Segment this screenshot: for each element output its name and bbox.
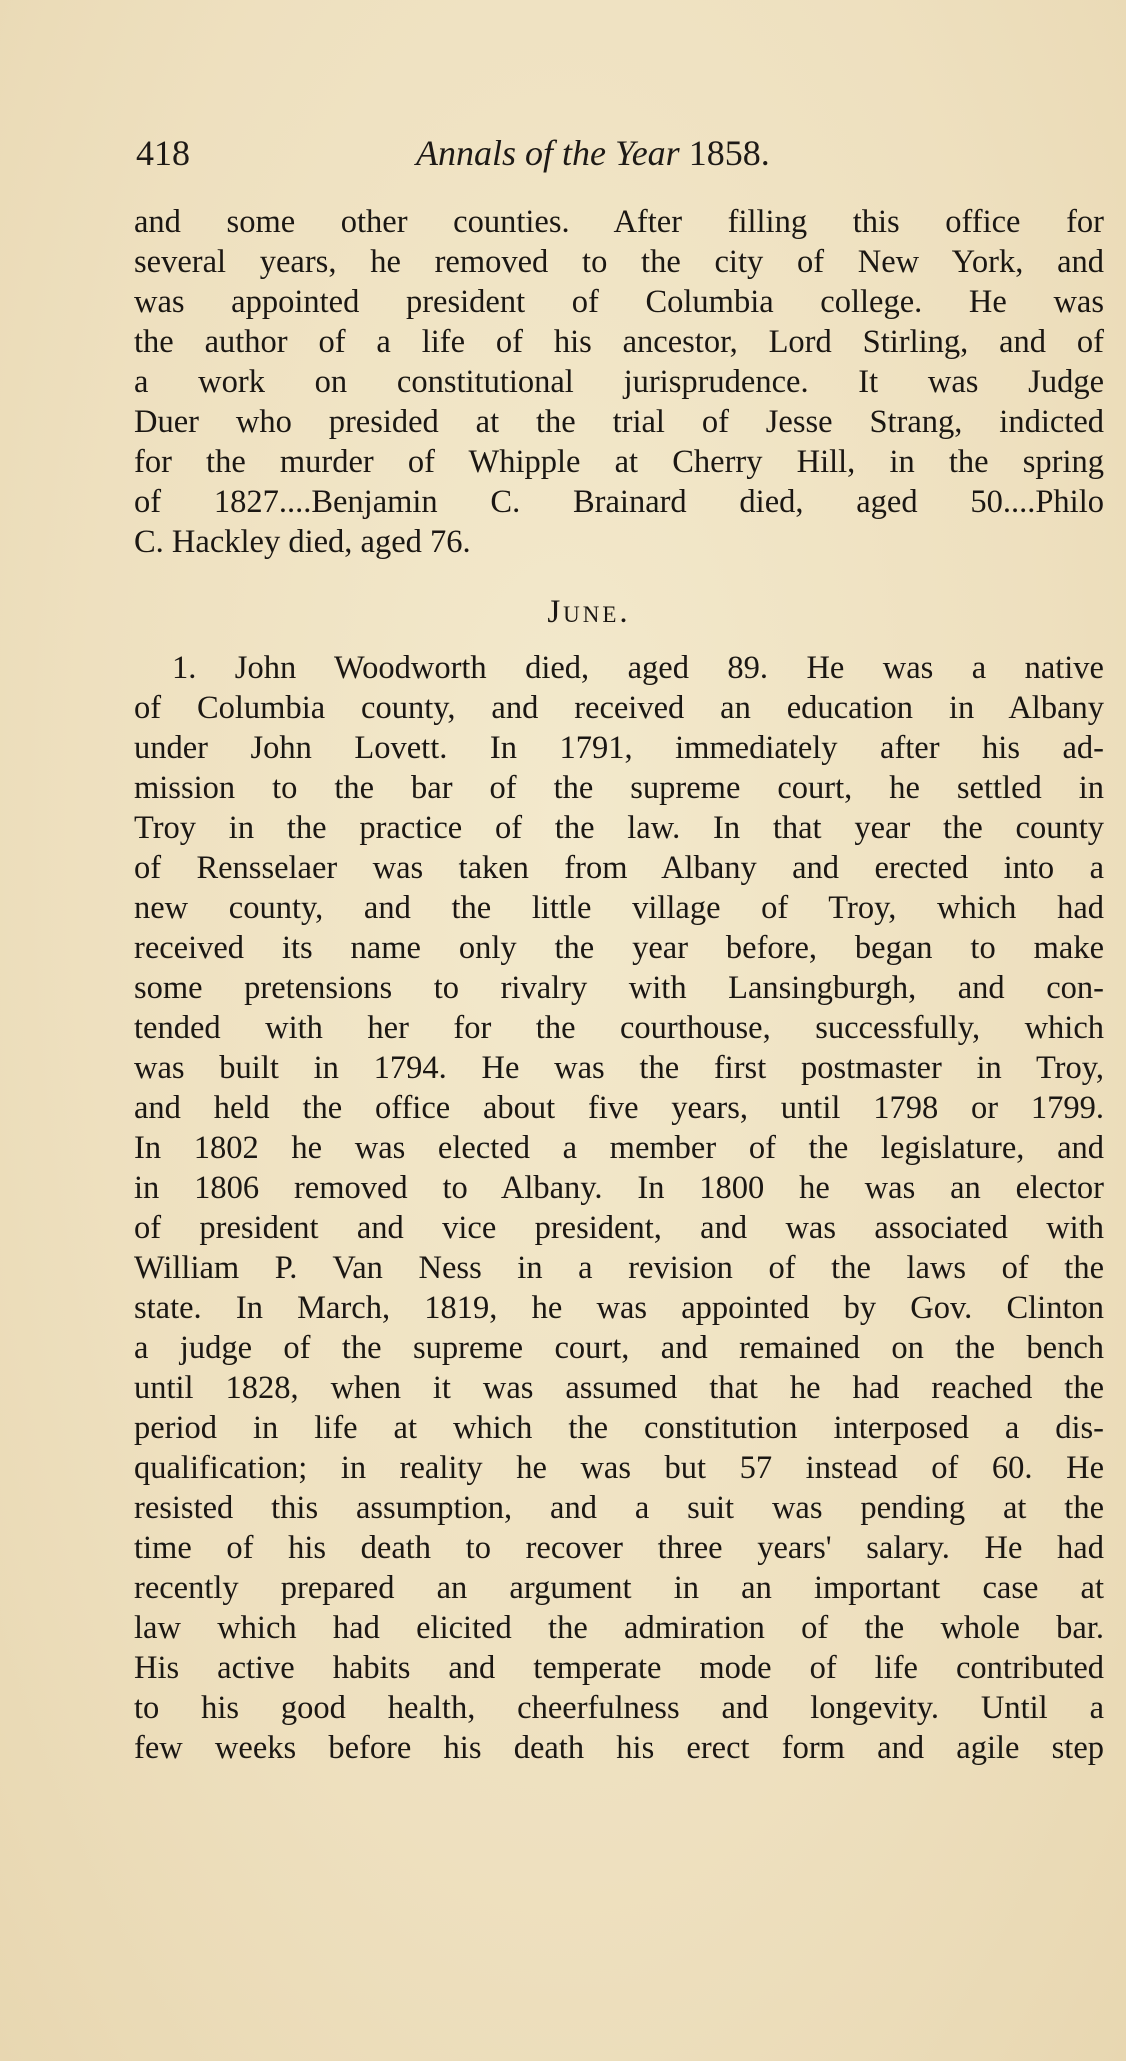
page-header [136,132,1086,182]
text-line: resisted this assumption, and a suit was pending at the [134,1490,1104,1526]
text-line: and some other counties. After filling this office for [134,204,1104,240]
text-line: mission to the bar of the supreme court, he settled in [134,770,1104,806]
running-head-year: 1858. [688,133,770,173]
text-line: tended with her for the courthouse, successfully, which [134,1010,1104,1046]
running-head-title: Annals of the Year [416,133,680,173]
text-line: and held the office about five years, until 1798 or 1799. [134,1090,1104,1126]
text-line: Troy in the practice of the law. In that year the county [134,810,1104,846]
text-line: was appointed president of Columbia college. He was [134,284,1104,320]
text-line: few weeks before his death his erect form and agile step [134,1730,1104,1766]
text-line: In 1802 he was elected a member of the legislature, and [134,1130,1104,1166]
text-line: under John Lovett. In 1791, immediately after his ad- [134,730,1104,766]
text-line: a judge of the supreme court, and remained on the bench [134,1330,1104,1366]
text-line: qualification; in reality he was but 57 instead of 60. He [134,1450,1104,1486]
text-line: His active habits and temperate mode of life contributed [134,1650,1104,1686]
text-line: of president and vice president, and was associated with [134,1210,1104,1246]
section-heading: June. [547,594,631,630]
text-line: in 1806 removed to Albany. In 1800 he was an elector [134,1170,1104,1206]
text-line: law which had elicited the admiration of the whole bar. [134,1610,1104,1646]
paragraph-june-1 [134,648,1104,1768]
text-line: of Columbia county, and received an education in Albany [134,690,1104,726]
paragraph-continued [134,202,1104,562]
text-line: Duer who presided at the trial of Jesse Strang, indicted [134,404,1104,440]
text-line: to his good health, cheerfulness and longevity. Until a [134,1690,1104,1726]
text-line: period in life at which the constitution interposed a dis- [134,1410,1104,1446]
page-number: 418 [136,133,190,173]
text-line: 1. John Woodworth died, aged 89. He was a native [172,650,1104,686]
text-line: some pretensions to rivalry with Lansingburgh, and con- [134,970,1104,1006]
text-line: recently prepared an argument in an important case at [134,1570,1104,1606]
text-line: of Rensselaer was taken from Albany and erected into a [134,850,1104,886]
text-line: was built in 1794. He was the first postmaster in Troy, [134,1050,1104,1086]
text-line: for the murder of Whipple at Cherry Hill, in the spring [134,444,1104,480]
text-line: new county, and the little village of Troy, which had [134,890,1104,926]
body-text [134,202,1104,1768]
text-line: time of his death to recover three years' salary. He had [134,1530,1104,1566]
text-line: a work on constitutional jurisprudence. It was Judge [134,364,1104,400]
text-line: until 1828, when it was assumed that he had reached the [134,1370,1104,1406]
text-line: of 1827....Benjamin C. Brainard died, aged 50....Philo [134,484,1104,520]
text-line: the author of a life of his ancestor, Lord Stirling, and of [134,324,1104,360]
text-line: C. Hackley died, aged 76. [134,524,471,560]
text-line: William P. Van Ness in a revision of the laws of the [134,1250,1104,1286]
text-line: received its name only the year before, began to make [134,930,1104,966]
running-head [416,132,770,174]
text-line: several years, he removed to the city of New York, and [134,244,1104,280]
text-line: state. In March, 1819, he was appointed by Gov. Clinton [134,1290,1104,1326]
